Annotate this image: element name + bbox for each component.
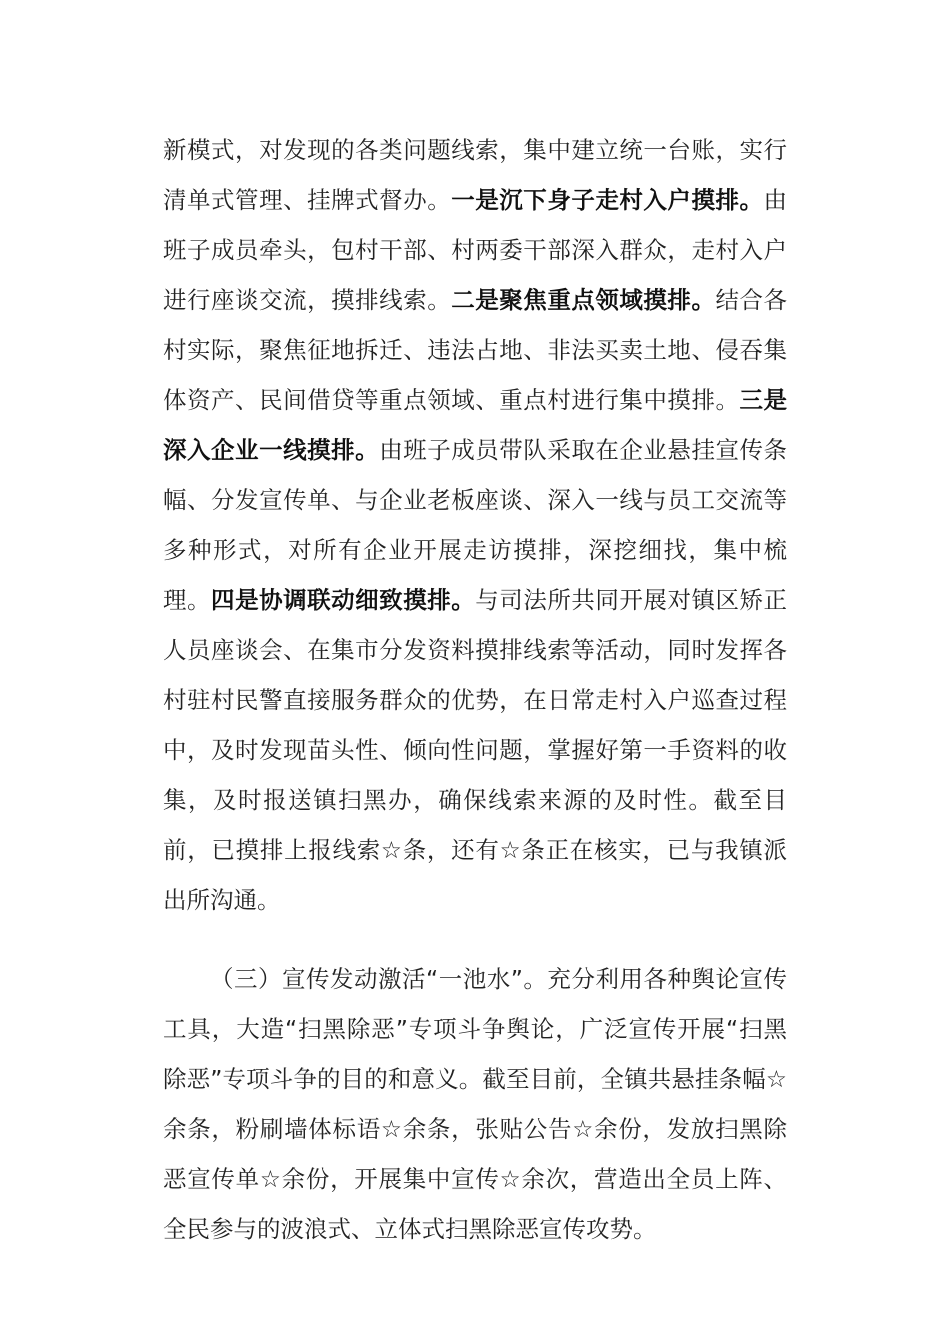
text-run: （三）宣传发动激活“一池水”。充分利用各种舆论宣传工具，大造“扫黑除恶”专项斗争舆论，广泛宣传开展“扫黑除恶”专项斗争的目的和意义。截至目前，全镇共悬挂条幅☆余条，粉刷墙体标语☆余条，张贴公告☆余份，发放扫黑除恶宣传单☆余份，开展集中宣传☆余次，营造出全员上阵、全民参与的波浪式、立体式扫黑除恶宣传攻势。 <box>163 965 787 1243</box>
bold-heading-run: 二是聚焦重点领域摸排。 <box>451 286 716 314</box>
text-run: 由班子成员带队采取在企业悬挂宣传条幅、分发宣传单、与企业老板座谈、深入一线与员工交流等多种形式，对所有企业开展走访摸排，深挖细找，集中梳理。 <box>163 436 788 614</box>
text-run: 结合各村实际，聚焦征地拆迁、违法占地、非法买卖土地、侵吞集体资产、民间借贷等重点领域、重点村进行集中摸排。 <box>163 286 788 414</box>
text-run: 新模式，对发现的各类问题线索，集中建立统一台账，实行清单式管理、挂牌式督办。 <box>163 136 787 214</box>
paragraph-2 <box>163 954 787 1254</box>
paragraph-1 <box>163 125 787 925</box>
bold-heading-run: 三是深入企业一线摸排。 <box>163 386 788 464</box>
document-body <box>163 125 787 1254</box>
bold-heading-run: 四是协调联动细致摸排。 <box>211 586 476 614</box>
bold-heading-run: 一是沉下身子走村入户摸排。 <box>451 186 764 214</box>
text-run: 与司法所共同开展对镇区矫正人员座谈会、在集市分发资料摸排线索等活动，同时发挥各村驻村民警直接服务群众的优势，在日常走村入户巡查过程中，及时发现苗头性、倾向性问题，掌握好第一手资料的收集，及时报送镇扫黑办，确保线索来源的及时性。截至目前，已摸排上报线索☆条，还有☆条正在核实，已与我镇派出所沟通。 <box>163 586 788 914</box>
text-run: 由班子成员牵头，包村干部、村两委干部深入群众，走村入户进行座谈交流，摸排线索。 <box>163 186 788 314</box>
